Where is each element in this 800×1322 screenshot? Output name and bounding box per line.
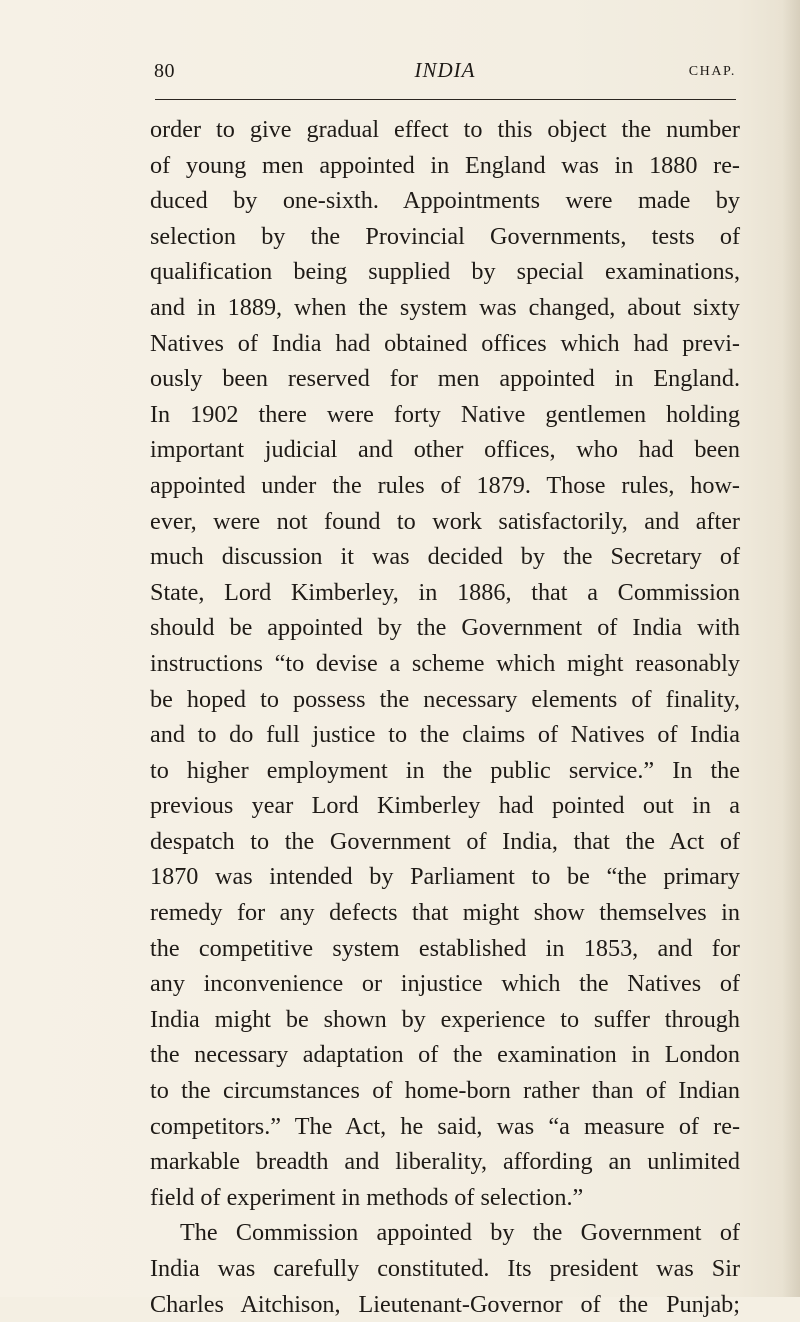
text-line: should be appointed by the Government of India with (150, 614, 740, 642)
text-line: and in 1889, when the system was changed, about sixty (150, 293, 740, 321)
text-line: instructions “to devise a scheme which might reasonably (150, 649, 740, 677)
chapter-label: CHAP. (688, 64, 736, 79)
text-line: Natives of India had obtained offices which had previ- (150, 329, 740, 357)
text-line: ously been reserved for men appointed in England. (150, 365, 740, 393)
text-line: the competitive system established in 1853, and for (150, 934, 740, 962)
text-line: much discussion it was decided by the Secretary of (150, 543, 740, 571)
header-rule (155, 99, 736, 100)
text-line: markable breadth and liberality, affording an unlimited (150, 1148, 740, 1176)
text-line: 1870 was intended by Parliament to be “the primary (150, 863, 740, 891)
text-line: and to do full justice to the claims of Natives of India (150, 721, 740, 749)
text-line: of young men appointed in England was in 1880 re- (150, 151, 740, 179)
running-title: INDIA (414, 58, 476, 82)
text-line: competitors.” The Act, he said, was “a measure of re- (150, 1112, 740, 1140)
text-line: duced by one-sixth. Appointments were made by (150, 187, 740, 215)
text-line: despatch to the Government of India, that the Act of (150, 827, 740, 855)
text-line: India was carefully constituted. Its president was Sir (150, 1255, 740, 1282)
text-line: remedy for any defects that might show themselves in (150, 899, 740, 927)
text-line: The Commission appointed by the Government of (180, 1219, 740, 1247)
text-line: State, Lord Kimberley, in 1886, that a Commission (150, 578, 740, 606)
text-line: to the circumstances of home-born rather than of Indian (150, 1077, 740, 1105)
text-line: previous year Lord Kimberley had pointed out in a (150, 792, 740, 820)
text-line: order to give gradual effect to this object the number (150, 116, 740, 143)
text-line: be hoped to possess the necessary elements of finality, (150, 685, 740, 713)
text-line: India might be shown by experience to suffer through (150, 1005, 740, 1033)
text-line: qualification being supplied by special examinations, (150, 258, 740, 286)
text-line: any inconvenience or injustice which the Natives of (150, 970, 740, 998)
page-header (154, 60, 736, 92)
text-line: the necessary adaptation of the examination in London (150, 1041, 740, 1069)
body-text (150, 112, 740, 1322)
text-line: important judicial and other offices, who had been (150, 436, 740, 464)
text-line: to higher employment in the public service.” In the (150, 756, 740, 784)
text-line: selection by the Provincial Governments, tests of (150, 222, 740, 250)
page-edge-shadow (782, 0, 800, 1297)
page-number: 80 (154, 60, 175, 82)
text-line: In 1902 there were forty Native gentlemen holding (150, 400, 740, 428)
text-line: appointed under the rules of 1879. Those rules, how- (150, 471, 740, 499)
text-line: Charles Aitchison, Lieutenant-Governor of the Punjab; (150, 1290, 740, 1318)
text-line: ever, were not found to work satisfactorily, and after (150, 507, 740, 535)
text-line: field of experiment in methods of selection.” (150, 1183, 584, 1211)
